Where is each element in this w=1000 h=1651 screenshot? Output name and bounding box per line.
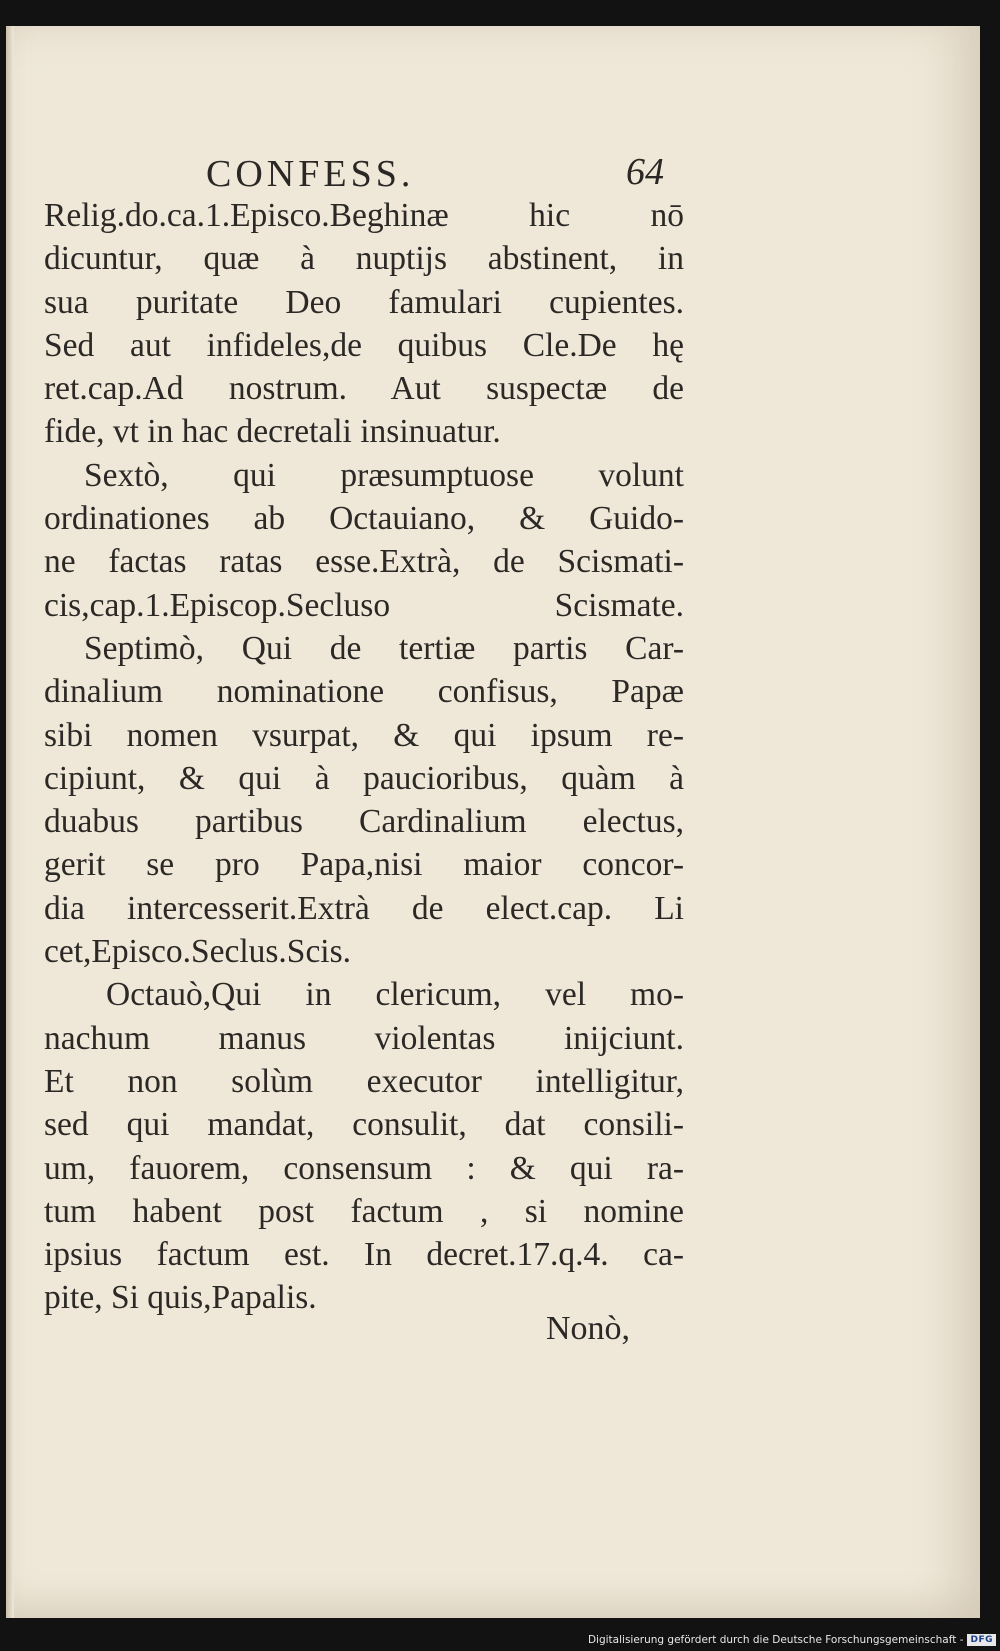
text-line: Sed aut infideles,de quibus Cle.De hę (44, 326, 684, 364)
text-line: ordinationes ab Octauiano, & Guido- (44, 500, 684, 538)
text-line: cet,Episco.Seclus.Scis. (44, 933, 352, 971)
text-line: Et non solùm executor intelligitur, (44, 1062, 684, 1100)
text-line: um, fauorem, consensum : & qui ra- (44, 1149, 684, 1187)
text-line: fide, vt in hac decretali insinuatur. (44, 413, 501, 451)
running-title: CONFESS. (206, 153, 415, 195)
dfg-logo: DFG (967, 1634, 996, 1646)
text-line: dicuntur, quæ à nuptijs abstinent, in (44, 240, 684, 278)
digitization-footer (588, 1632, 996, 1648)
text-line: ret.cap.Ad nostrum. Aut suspectæ de (44, 370, 684, 408)
page-number: 64 (626, 151, 664, 193)
catchword: Nonò, (546, 1310, 631, 1347)
text-line: Relig.do.ca.1.Episco.Beghinæ hic nō (44, 197, 684, 234)
text-line: sed qui mandat, consulit, dat consili- (44, 1106, 684, 1144)
text-line: sibi nomen vsurpat, & qui ipsum re- (44, 716, 684, 754)
text-line: tum habent post factum , si nomine (44, 1192, 684, 1230)
text-line: cis,cap.1.Episcop.Secluso Scismate. (44, 586, 684, 624)
body-text (44, 194, 684, 1320)
book-page (6, 26, 980, 1618)
text-line: Septimò, Qui de tertiæ partis Car- (84, 629, 684, 667)
text-line: dia intercesserit.Extrà de elect.cap. Li (44, 889, 684, 927)
text-line: sua puritate Deo famulari cupientes. (44, 283, 684, 321)
page-header (6, 130, 980, 200)
text-line: pite, Si quis,Papalis. (44, 1279, 317, 1317)
text-line: duabus partibus Cardinalium electus, (44, 803, 684, 841)
text-line: Octauò,Qui in clericum, vel mo- (106, 976, 684, 1014)
text-line: nachum manus violentas inijciunt. (44, 1019, 684, 1057)
text-line: cipiunt, & qui à paucioribus, quàm à (44, 759, 684, 797)
text-line: Sextò, qui præsumptuose volunt (84, 456, 684, 494)
text-line: ne factas ratas esse.Extrà, de Scismati- (44, 543, 684, 581)
text-line: ipsius factum est. In decret.17.q.4. ca- (44, 1236, 684, 1274)
text-line: dinalium nominatione confisus, Papæ (44, 673, 684, 711)
funding-credit: Digitalisierung gefördert durch die Deutsche Forschungsgemeinschaft - (587, 1634, 964, 1646)
text-line: gerit se pro Papa,nisi maior concor- (44, 846, 684, 884)
